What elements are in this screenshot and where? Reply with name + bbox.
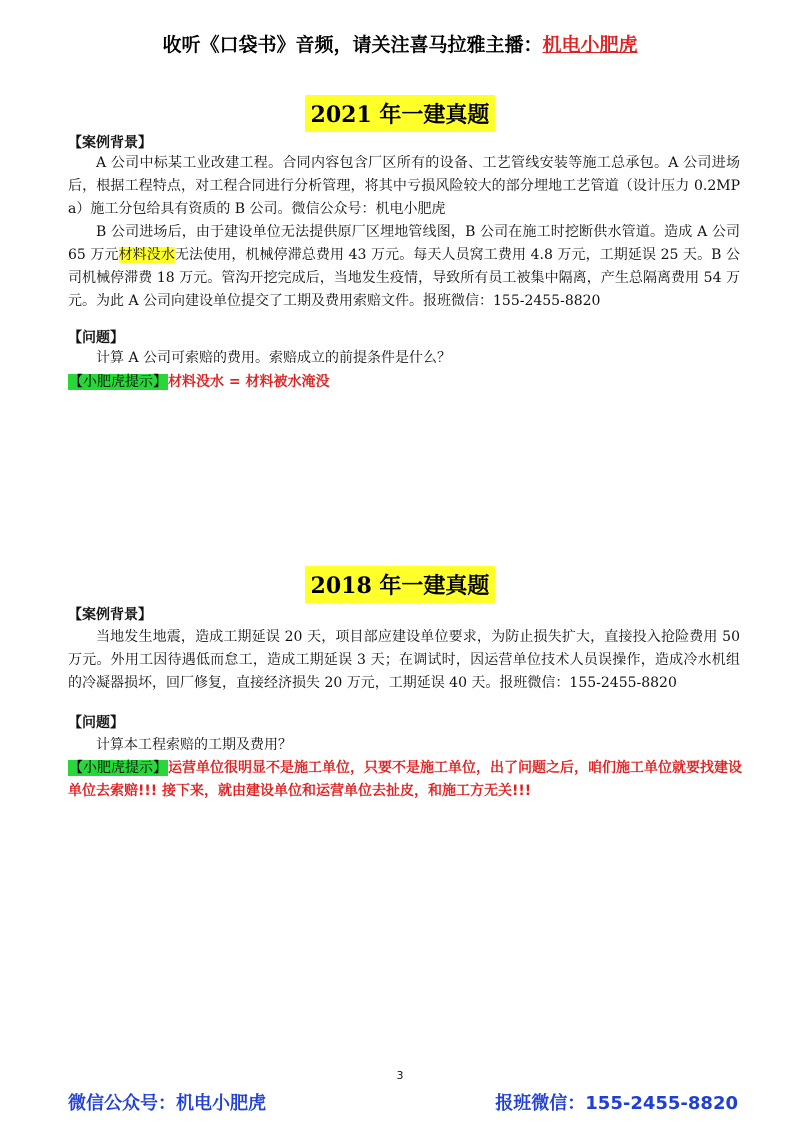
page-number: 3 — [396, 1069, 404, 1082]
section1-title-text: 2021 年一建真题 — [305, 95, 496, 132]
tip-badge: 【小肥虎提示】 — [69, 374, 167, 390]
section2-background-label: 【案例背景】 — [68, 607, 152, 623]
section1-paragraph-2-start: B 公司进场后，由于建设单位无法提供原厂区埋地管线图，B 公司在施工时挖断供水管道。造成 A 公司 65 万元 — [68, 224, 740, 263]
section1-tip — [68, 371, 748, 394]
page-header — [0, 30, 800, 57]
tip-badge: 【小肥虎提示】 — [69, 760, 167, 776]
section1-paragraph-2 — [68, 221, 740, 313]
footer-wechat-account: 微信公众号：机电小肥虎 — [68, 1093, 266, 1114]
section2-title — [0, 566, 800, 603]
section2-tip — [68, 757, 748, 803]
tip-text: 运营单位很明显不是施工单位，只要不是施工单位，出了问题之后，咱们施工单位就要找建设单位去索赔!!! 接下来，就由建设单位和运营单位去扯皮，和施工方无关!!! — [68, 760, 742, 799]
footer-enroll-wechat: 报班微信：155-2455-8820 — [495, 1093, 738, 1114]
section2-question: 计算本工程索赔的工期及费用？ — [96, 737, 292, 753]
section1-paragraph-1: A 公司中标某工业改建工程。合同内容包含厂区所有的设备、工艺管线安装等施工总承包。A 公司进场后，根据工程特点，对工程合同进行分析管理，将其中亏损风险较大的部分埋地工艺管道（设计压力 0.2MPa）施工分包给具有资质的 B 公司。微信公众号：机电小肥虎 — [68, 155, 740, 217]
header-anchor-name: 机电小肥虎 — [542, 34, 638, 56]
header-text: 收听《口袋书》音频，请关注喜马拉雅主播： — [162, 34, 543, 56]
section2-question-label: 【问题】 — [68, 715, 124, 731]
tip-text: 材料没水 = 材料被水淹没 — [168, 374, 330, 390]
section1-question: 计算 A 公司可索赔的费用。索赔成立的前提条件是什么？ — [96, 350, 452, 366]
section1-question-label: 【问题】 — [68, 330, 124, 346]
highlighted-term: 材料没水 — [118, 247, 175, 263]
section2-paragraph-1: 当地发生地震，造成工期延误 20 天，项目部应建设单位要求，为防止损失扩大，直接投入抢险费用 50 万元。外用工因待遇低而怠工，造成工期延误 3 天；在调试时，因运营单位技术人员误操作，造成冷水机组的冷凝器损坏，回厂修复，直接经济损失 20 万元，工期延误 40 天。报班微信：155-2455-8820 — [68, 629, 740, 691]
section1-paragraph-2-end: 无法使用，机械停滞总费用 43 万元。每天人员窝工费用 4.8 万元，工期延误 25 天。B 公司机械停滞费 18 万元。管沟开挖完成后，当地发生疫情，导致所有员工被集中隔离，产生总隔离费用 54 万元。为此 A 公司向建设单位提交了工期及费用索赔文件。报班微信：155-2455-8820 — [68, 247, 741, 309]
section1-background-label: 【案例背景】 — [68, 135, 152, 151]
section1-title — [0, 95, 800, 132]
section2-title-text: 2018 年一建真题 — [305, 566, 496, 603]
